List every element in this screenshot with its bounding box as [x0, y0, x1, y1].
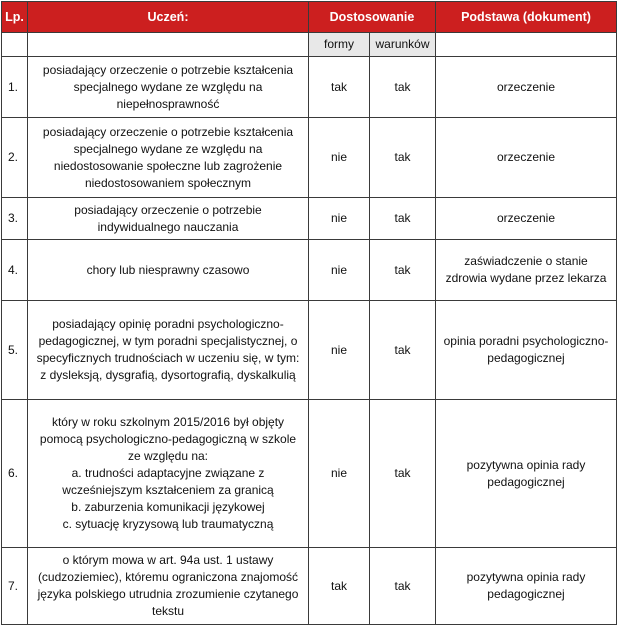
row-uczen-line: posiadający orzeczenie o potrzebie	[74, 202, 262, 217]
row-number: 6.	[2, 400, 28, 548]
row-uczen-line: indywidualnego nauczania	[97, 219, 239, 234]
row-uczen-line: a. trudności adaptacyjne związane z	[71, 466, 265, 480]
row-uczen-line: specjalnego wydane ze względu na	[73, 79, 263, 94]
row-formy: nie	[309, 198, 370, 240]
row-podstawa	[436, 240, 617, 301]
table-row	[2, 400, 617, 548]
row-podstawa	[436, 400, 617, 548]
row-uczen	[28, 400, 309, 548]
row-podstawa-line: orzeczenie	[496, 79, 556, 94]
table-row	[2, 301, 617, 400]
row-number: 1.	[2, 57, 28, 118]
subheader-empty-podstawa	[436, 33, 617, 57]
row-podstawa-line: orzeczenie	[496, 150, 556, 164]
row-number: 7.	[2, 548, 28, 625]
subheader-empty-lp	[2, 33, 28, 57]
subheader-warunkow: warunków	[370, 33, 436, 57]
row-podstawa-line: pozytywna opinia rady	[466, 570, 586, 584]
row-uczen-line: b. zaburzenia komunikacji językowej	[71, 500, 265, 514]
row-podstawa	[436, 118, 617, 198]
row-uczen	[28, 57, 309, 118]
subheader-formy: formy	[309, 33, 370, 57]
subheader-row	[2, 33, 617, 57]
row-formy: nie	[309, 400, 370, 548]
row-uczen	[28, 118, 309, 198]
row-uczen-line: c. sytuację kryzysową lub traumatyczną	[62, 517, 274, 531]
row-uczen-line: pomocą psychologiczno-pedagogiczną w szkole	[39, 432, 297, 446]
row-uczen-line: który w roku szkolnym 2015/2016 był objęty	[51, 415, 285, 429]
row-number: 3.	[2, 198, 28, 240]
row-warunkow: tak	[370, 57, 436, 118]
row-uczen-line: specyficznych trudnościach w uczeniu się, w tym:	[36, 351, 300, 365]
row-formy: nie	[309, 118, 370, 198]
row-uczen	[28, 301, 309, 400]
table-row	[2, 118, 617, 198]
row-podstawa	[436, 198, 617, 240]
row-uczen-line: (cudzoziemiec), któremu ograniczona znajomość	[37, 570, 299, 584]
row-warunkow: tak	[370, 240, 436, 301]
row-uczen-line: wcześniejszym kształceniem za granicą	[62, 483, 274, 497]
table-row	[2, 57, 617, 118]
row-uczen-line: ze względu na:	[127, 449, 209, 463]
table-row	[2, 198, 617, 240]
row-warunkow: tak	[370, 301, 436, 400]
row-uczen-line: posiadający orzeczenie o potrzebie kształcenia	[42, 124, 294, 139]
header-row	[2, 2, 617, 33]
row-number: 4.	[2, 240, 28, 301]
row-podstawa-line: zaświadczenie o stanie	[464, 254, 588, 268]
row-uczen	[28, 240, 309, 301]
row-uczen-line: z dysleksją, dysgrafią, dysortografią, dyskalkulią	[40, 368, 296, 382]
row-uczen-line: tekstu	[151, 604, 184, 618]
row-podstawa	[436, 301, 617, 400]
row-uczen-line: chory lub niesprawny czasowo	[86, 262, 250, 277]
row-uczen	[28, 548, 309, 625]
row-podstawa-line: opinia poradni psychologiczno-	[443, 334, 609, 348]
subheader-empty-uczen	[28, 33, 309, 57]
header-uczen: Uczeń:	[28, 2, 309, 33]
adaptation-table	[1, 1, 617, 625]
header-lp: Lp.	[2, 2, 28, 33]
row-uczen-line: pedagogicznej, w tym poradni specjalistycznej, o	[38, 334, 298, 348]
row-formy: nie	[309, 240, 370, 301]
row-podstawa	[436, 548, 617, 625]
row-uczen-line: niedostosowaniem społecznym	[84, 175, 252, 190]
row-uczen-line: języka polskiego utrudnia zrozumienie czytanego	[37, 587, 299, 601]
row-formy: tak	[309, 57, 370, 118]
row-warunkow: tak	[370, 198, 436, 240]
row-uczen-line: posiadający opinię poradni psychologiczno-	[52, 317, 284, 331]
row-podstawa-line: orzeczenie	[496, 211, 556, 225]
table-row	[2, 548, 617, 625]
table-row	[2, 240, 617, 301]
row-podstawa	[436, 57, 617, 118]
row-uczen-line: o którym mowa w art. 94a ust. 1 ustawy	[62, 553, 274, 567]
row-warunkow: tak	[370, 400, 436, 548]
row-uczen-line: niepełnosprawność	[116, 96, 220, 111]
row-uczen-line: niedostosowanie społeczne lub zagrożenie	[53, 158, 283, 173]
row-warunkow: tak	[370, 548, 436, 625]
row-formy: nie	[309, 301, 370, 400]
row-podstawa-line: pedagogicznej	[487, 474, 565, 489]
row-uczen-line: posiadający orzeczenie o potrzebie kształcenia	[42, 62, 294, 77]
header-dostosowanie: Dostosowanie	[309, 2, 436, 33]
row-podstawa-line: pedagogicznej	[487, 351, 565, 365]
row-warunkow: tak	[370, 118, 436, 198]
row-uczen	[28, 198, 309, 240]
row-number: 5.	[2, 301, 28, 400]
row-podstawa-line: zdrowia wydane przez lekarza	[445, 271, 607, 285]
header-podstawa: Podstawa (dokument)	[436, 2, 617, 33]
row-podstawa-line: pozytywna opinia rady	[466, 457, 586, 472]
row-formy: tak	[309, 548, 370, 625]
row-uczen-line: specjalnego wydane ze względu na	[73, 141, 263, 156]
row-number: 2.	[2, 118, 28, 198]
row-podstawa-line: pedagogicznej	[487, 587, 565, 601]
